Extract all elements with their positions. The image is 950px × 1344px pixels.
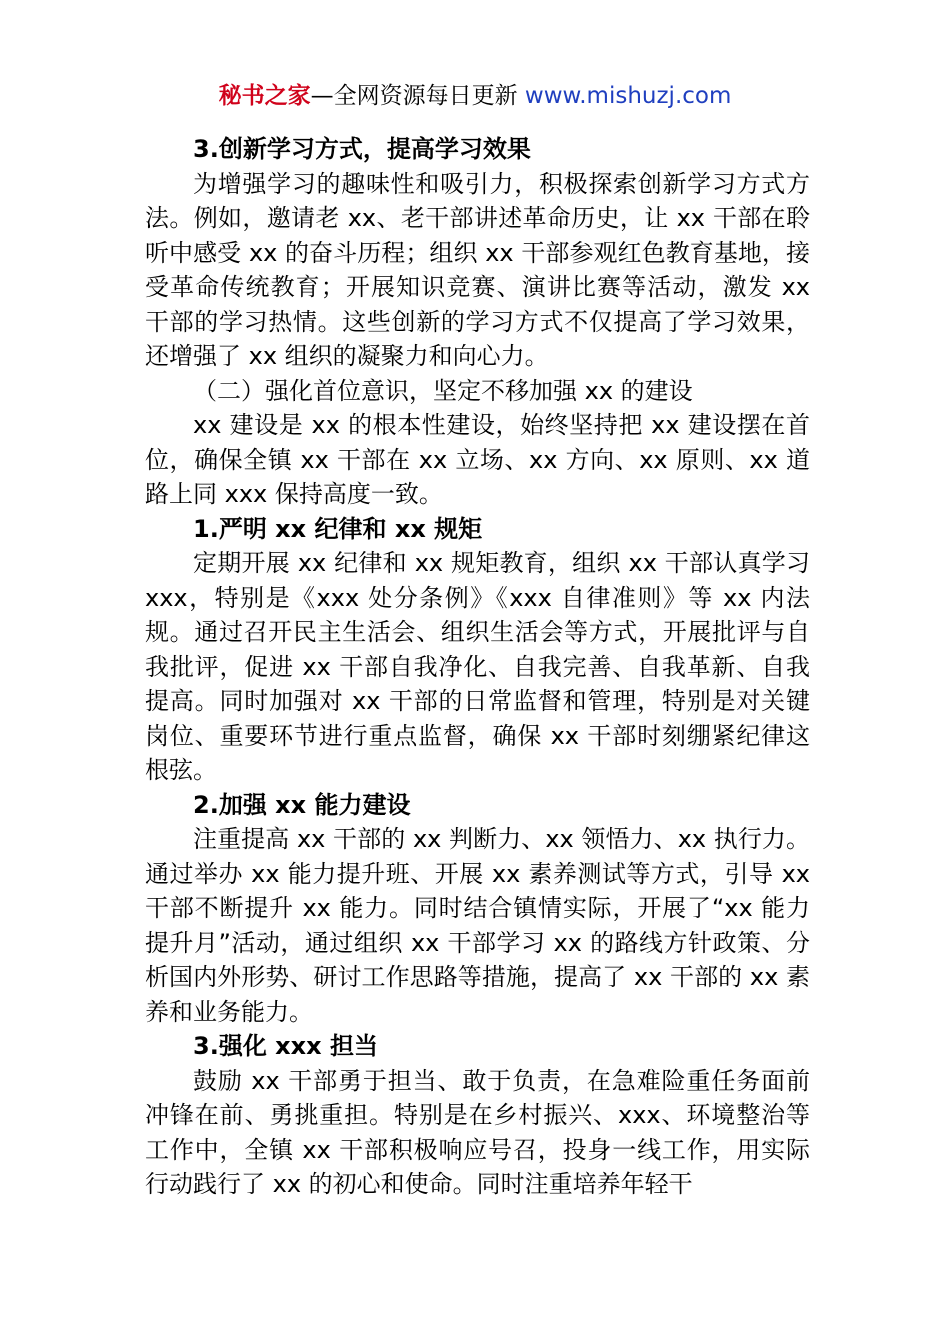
site-header (0, 80, 950, 112)
body-paragraph: 注重提高 xx 干部的 xx 判断力、xx 领悟力、xx 执行力。通过举办 xx 能力提升班、开展 xx 素养测试等方式，引导 xx 干部不断提升 xx 能力。同时结合镇情实际，开展了“xx 能力提升月”活动，通过组织 xx 干部学习 xx 的路线方针政策、分析国内外形势、研讨工作思路等措施，提高了 xx 干部的 xx 素养和业务能力。 (145, 825, 810, 1026)
brand-name: 秘书之家 (218, 83, 311, 109)
document-body (145, 132, 810, 1202)
body-paragraph: 为增强学习的趣味性和吸引力，积极探索创新学习方式方法。例如，邀请老 xx、老干部讲述革命历史，让 xx 干部在聆听中感受 xx 的奋斗历程；组织 xx 干部参观红色教育基地，接受革命传统教育；开展知识竞赛、演讲比赛等活动，激发 xx 干部的学习热情。这些创新的学习方式不仅提高了学习效果，还增强了 xx 组织的凝聚力和向心力。 (145, 169, 810, 370)
section-heading: 3.强化 xxx 担当 (193, 1032, 378, 1060)
section-heading: 3.创新学习方式，提高学习效果 (193, 135, 531, 163)
section-heading: 2.加强 xx 能力建设 (193, 790, 411, 819)
header-url[interactable]: www.mishuzj.com (524, 83, 732, 109)
subsection-title: （二）强化首位意识，坚定不移加强 xx 的建设 (193, 376, 693, 405)
header-tagline: —全网资源每日更新 (310, 83, 525, 109)
body-paragraph: xx 建设是 xx 的根本性建设，始终坚持把 xx 建设摆在首位，确保全镇 xx 干部在 xx 立场、xx 方向、xx 原则、xx 道路上同 xxx 保持高度一致。 (145, 411, 810, 508)
body-paragraph: 定期开展 xx 纪律和 xx 规矩教育，组织 xx 干部认真学习 xxx，特别是《xxx 处分条例》《xxx 自律准则》等 xx 内法规。通过召开民主生活会、组织生活会等方式，开展批评与自我批评，促进 xx 干部自我净化、自我完善、自我革新、自我提高。同时加强对 xx 干部的日常监督和管理，特别是对关键岗位、重要环节进行重点监督，确保 xx 干部时刻绷紧纪律这根弦。 (145, 549, 810, 784)
body-paragraph: 鼓励 xx 干部勇于担当、敢于负责，在急难险重任务面前冲锋在前、勇挑重担。特别是在乡村振兴、xxx、环境整治等工作中，全镇 xx 干部积极响应号召，投身一线工作，用实际行动践行了 xx 的初心和使命。同时注重培养年轻干 (145, 1066, 810, 1198)
section-heading: 1.严明 xx 纪律和 xx 规矩 (193, 514, 483, 543)
